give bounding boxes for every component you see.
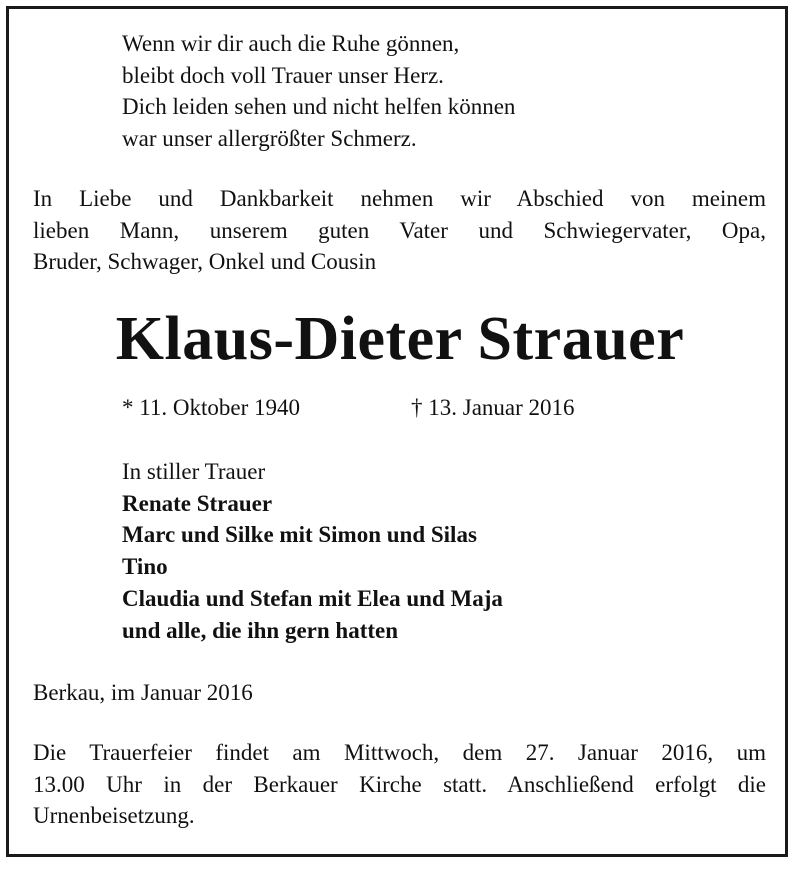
poem-line: war unser allergrößter Schmerz. <box>122 125 417 151</box>
deceased-name: Klaus-Dieter Strauer <box>115 305 685 373</box>
service-line: 13.00 Uhr in der Berkauer Kirche statt. Anschließend erfolgt die <box>33 771 766 797</box>
service-line: Die Trauerfeier findet am Mittwoch, dem 27. Januar 2016, um <box>33 740 766 765</box>
mourners-heading: In stiller Trauer <box>122 459 266 484</box>
poem-line: Dich leiden sehen und nicht helfen können <box>122 94 516 119</box>
mourner-name: Renate Strauer <box>122 490 273 516</box>
funeral-service-info <box>33 737 766 832</box>
mourner-name: Claudia und Stefan mit Elea und Maja <box>122 585 503 611</box>
death-date: † 13. Januar 2016 <box>411 395 575 420</box>
service-line: Urnenbeisetzung. <box>33 803 195 828</box>
intro-line: lieben Mann, unserem guten Vater und Schwiegervater, Opa, <box>33 217 766 243</box>
intro-line: In Liebe und Dankbarkeit nehmen wir Abschied von meinem <box>33 186 766 211</box>
poem-line: Wenn wir dir auch die Ruhe gönnen, <box>122 31 460 56</box>
mourner-name: Marc und Silke mit Simon und Silas <box>122 522 477 548</box>
birth-date: * 11. Oktober 1940 <box>122 395 301 420</box>
memorial-poem <box>122 28 515 154</box>
mourner-name: und alle, die ihn gern hatten <box>122 617 399 643</box>
poem-line: bleibt doch voll Trauer unser Herz. <box>122 62 444 88</box>
mourners-list <box>122 456 503 646</box>
farewell-intro <box>33 183 766 278</box>
intro-line: Bruder, Schwager, Onkel und Cousin <box>33 249 377 274</box>
mourner-name: Tino <box>122 554 168 580</box>
place-and-date: Berkau, im Januar 2016 <box>33 680 253 705</box>
